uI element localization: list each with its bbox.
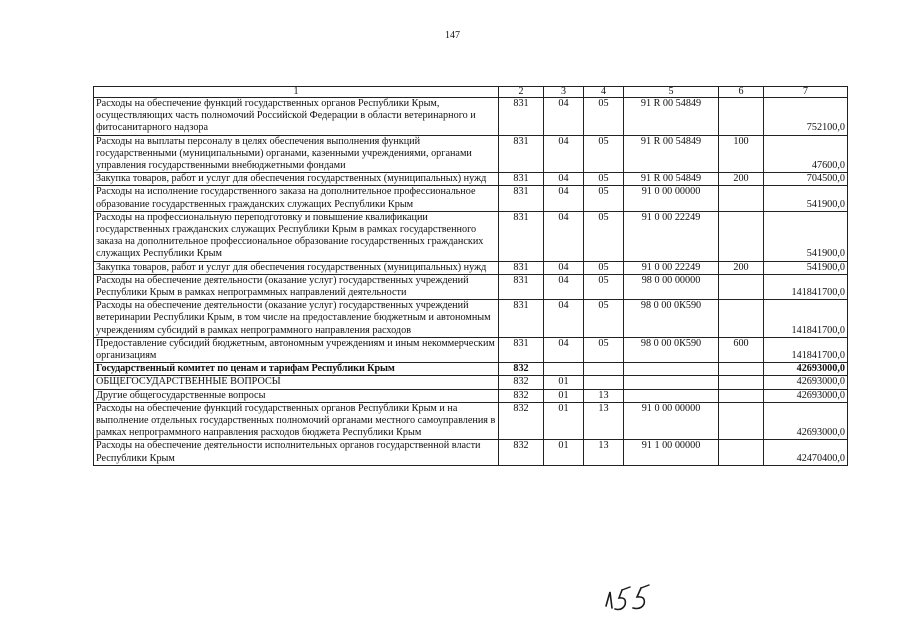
row-code-5	[624, 376, 719, 389]
table-row	[94, 440, 848, 465]
row-code-2: 831	[499, 186, 544, 211]
column-header: 3	[544, 87, 584, 98]
row-code-3: 04	[544, 274, 584, 299]
row-code-3: 04	[544, 135, 584, 173]
row-code-4: 05	[584, 261, 624, 274]
row-code-4: 13	[584, 402, 624, 440]
table-row	[94, 402, 848, 440]
row-code-4: 05	[584, 300, 624, 338]
row-description: Расходы на обеспечение функций государственных органов Республики Крым и на выполнение отдельных государственных полномочий органами местного самоуправления в рамках непрограммного направления расходов бюджета Республики Крым	[94, 402, 499, 440]
row-code-2: 832	[499, 389, 544, 402]
row-code-4: 05	[584, 173, 624, 186]
row-description: Расходы на обеспечение деятельности (оказание услуг) государственных учреждений Республики Крым в рамках непрограммных направлений деятельности	[94, 274, 499, 299]
row-description: Предоставление субсидий бюджетным, автономным учреждениям и иным некоммерческим организациям	[94, 337, 499, 362]
row-code-6	[719, 98, 764, 136]
row-code-4: 05	[584, 98, 624, 136]
row-code-5: 98 0 00 00000	[624, 274, 719, 299]
row-code-2: 831	[499, 135, 544, 173]
table-row	[94, 376, 848, 389]
row-description: Закупка товаров, работ и услуг для обеспечения государственных (муниципальных) нужд	[94, 261, 499, 274]
row-code-3: 04	[544, 186, 584, 211]
row-code-5	[624, 389, 719, 402]
row-code-5: 91 R 00 54849	[624, 173, 719, 186]
row-code-2: 832	[499, 376, 544, 389]
row-amount: 752100,0	[764, 98, 848, 136]
row-code-3: 01	[544, 402, 584, 440]
row-code-5: 98 0 00 0К590	[624, 337, 719, 362]
table-header-row	[94, 87, 848, 98]
row-code-3: 04	[544, 173, 584, 186]
row-amount: 541900,0	[764, 211, 848, 261]
row-code-2: 831	[499, 300, 544, 338]
row-code-2: 832	[499, 440, 544, 465]
page-number: 147	[445, 30, 460, 41]
row-description: Другие общегосударственные вопросы	[94, 389, 499, 402]
row-code-6: 200	[719, 261, 764, 274]
row-code-6	[719, 376, 764, 389]
row-code-3	[544, 363, 584, 376]
row-code-3: 01	[544, 389, 584, 402]
table-row	[94, 389, 848, 402]
row-code-4: 05	[584, 337, 624, 362]
row-code-3: 01	[544, 376, 584, 389]
row-code-2: 831	[499, 337, 544, 362]
column-header: 2	[499, 87, 544, 98]
row-code-3: 04	[544, 261, 584, 274]
row-code-4: 05	[584, 186, 624, 211]
row-amount: 541900,0	[764, 186, 848, 211]
row-code-4: 05	[584, 211, 624, 261]
row-code-2: 831	[499, 261, 544, 274]
handwritten-signature	[600, 578, 670, 618]
row-description: Расходы на обеспечение деятельности (оказание услуг) государственных учреждений ветеринарии Республики Крым, в том числе на предоставление бюджетным и автономным учреждениям субсидий в рамках непрограммного направления расходов	[94, 300, 499, 338]
row-code-6	[719, 440, 764, 465]
row-code-4: 13	[584, 389, 624, 402]
row-amount: 47600,0	[764, 135, 848, 173]
row-amount: 42693000,0	[764, 402, 848, 440]
row-code-4	[584, 363, 624, 376]
row-code-6	[719, 389, 764, 402]
row-code-5: 91 1 00 00000	[624, 440, 719, 465]
column-header: 1	[94, 87, 499, 98]
row-amount: 141841700,0	[764, 274, 848, 299]
row-description: Расходы на обеспечение функций государственных органов Республики Крым, осуществляющих часть полномочий Российской Федерации в области ветеринарного и фитосанитарного надзора	[94, 98, 499, 136]
row-amount: 141841700,0	[764, 337, 848, 362]
row-amount: 42693000,0	[764, 389, 848, 402]
row-amount: 42693000,0	[764, 363, 848, 376]
row-code-5	[624, 363, 719, 376]
row-description: Расходы на исполнение государственного заказа на дополнительное профессиональное образование государственных гражданских служащих Республики Крым	[94, 186, 499, 211]
row-description: Расходы на обеспечение деятельности исполнительных органов государственной власти Республики Крым	[94, 440, 499, 465]
row-amount: 704500,0	[764, 173, 848, 186]
table-row	[94, 300, 848, 338]
row-code-5: 91 R 00 54849	[624, 98, 719, 136]
row-amount: 541900,0	[764, 261, 848, 274]
row-code-5: 91 0 00 00000	[624, 402, 719, 440]
row-code-6	[719, 186, 764, 211]
column-header: 6	[719, 87, 764, 98]
column-header: 4	[584, 87, 624, 98]
row-code-2: 831	[499, 173, 544, 186]
row-code-6	[719, 363, 764, 376]
row-code-6	[719, 211, 764, 261]
row-code-6: 200	[719, 173, 764, 186]
column-header: 7	[764, 87, 848, 98]
row-description: Закупка товаров, работ и услуг для обеспечения государственных (муниципальных) нужд	[94, 173, 499, 186]
row-code-5: 91 0 00 22249	[624, 211, 719, 261]
row-description: Расходы на выплаты персоналу в целях обеспечения выполнения функций государственными (муниципальными) органами, казенными учреждениями, органами управления государственными внебюджетными фондами	[94, 135, 499, 173]
row-code-5: 98 0 00 0К590	[624, 300, 719, 338]
row-code-5: 91 R 00 54849	[624, 135, 719, 173]
row-code-2: 831	[499, 98, 544, 136]
row-code-4: 05	[584, 274, 624, 299]
row-code-6: 600	[719, 337, 764, 362]
row-code-2: 832	[499, 363, 544, 376]
row-amount: 42693000,0	[764, 376, 848, 389]
row-code-4: 13	[584, 440, 624, 465]
table-row	[94, 274, 848, 299]
table-row	[94, 337, 848, 362]
row-code-6: 100	[719, 135, 764, 173]
row-code-2: 831	[499, 274, 544, 299]
row-code-6	[719, 300, 764, 338]
budget-table	[93, 86, 848, 466]
row-description: Государственный комитет по ценам и тарифам Республики Крым	[94, 363, 499, 376]
row-code-3: 04	[544, 300, 584, 338]
table-row	[94, 363, 848, 376]
row-description: Расходы на профессиональную переподготовку и повышение квалификации государственных гражданских служащих Республики Крым в рамках государственного заказа на дополнительное профессиональное образование государственных гражданских служащих Республики Крым	[94, 211, 499, 261]
table-row	[94, 211, 848, 261]
row-amount: 42470400,0	[764, 440, 848, 465]
row-code-3: 04	[544, 98, 584, 136]
row-code-3: 04	[544, 337, 584, 362]
column-header: 5	[624, 87, 719, 98]
table-row	[94, 173, 848, 186]
row-amount: 141841700,0	[764, 300, 848, 338]
row-code-2: 832	[499, 402, 544, 440]
row-code-5: 91 0 00 22249	[624, 261, 719, 274]
table-row	[94, 261, 848, 274]
row-code-5: 91 0 00 00000	[624, 186, 719, 211]
row-code-3: 01	[544, 440, 584, 465]
row-description: ОБЩЕГОСУДАРСТВЕННЫЕ ВОПРОСЫ	[94, 376, 499, 389]
table-row	[94, 98, 848, 136]
row-code-6	[719, 402, 764, 440]
row-code-4: 05	[584, 135, 624, 173]
table-row	[94, 135, 848, 173]
row-code-4	[584, 376, 624, 389]
row-code-2: 831	[499, 211, 544, 261]
row-code-6	[719, 274, 764, 299]
row-code-3: 04	[544, 211, 584, 261]
table-row	[94, 186, 848, 211]
